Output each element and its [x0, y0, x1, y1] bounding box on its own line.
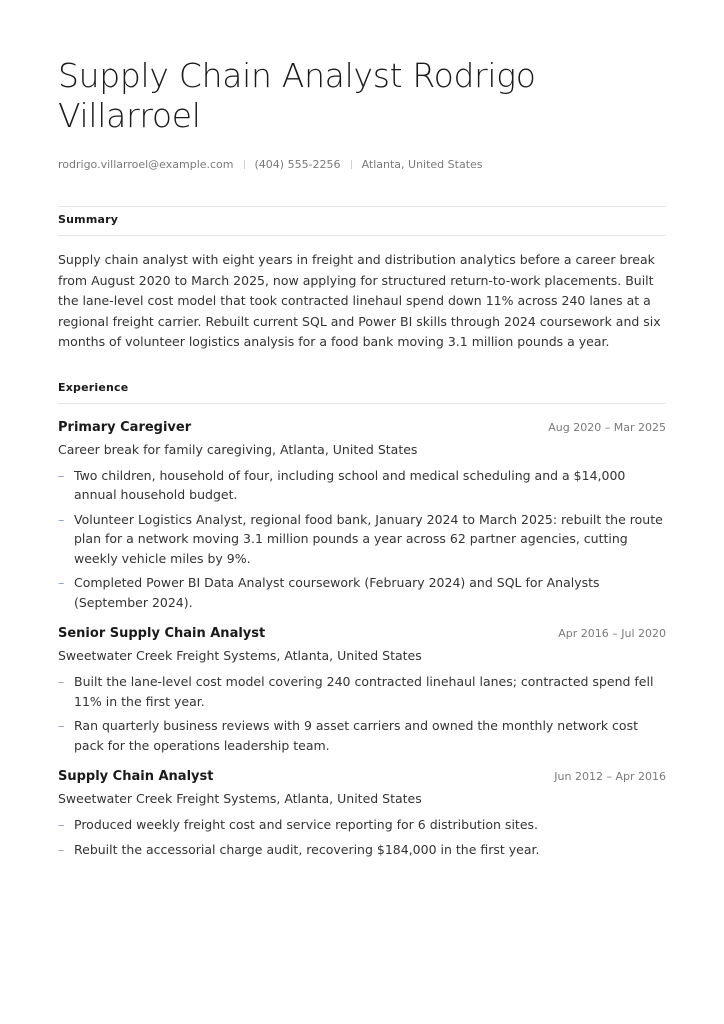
summary-text: Supply chain analyst with eight years in freight and distribution analytics before a career break from August 2020 to March 2025, now applying for structured return-to-work placements. Built the lane-level cost model that took contracted linehaul spend down 11% across 240 lanes at a regional freight carrier. Rebuilt current SQL and Power BI skills through 2024 coursework and six months of volunteer logistics analysis for a food bank moving 3.1 million pounds a year.	[58, 252, 661, 349]
job-organization: Career break for family caregiving, Atlanta, United States	[58, 441, 418, 457]
job-bullets	[58, 466, 666, 613]
job-bullet	[58, 672, 666, 711]
contact-separator	[351, 160, 352, 169]
bullet-text: Ran quarterly business reviews with 9 asset carriers and owned the monthly network cost pack for the operations leadership team.	[74, 718, 638, 753]
contact-line	[58, 156, 666, 172]
job-title: Senior Supply Chain Analyst	[58, 626, 266, 641]
job-title: Primary Caregiver	[58, 419, 192, 435]
job-header	[58, 420, 666, 439]
experience-divider	[58, 403, 666, 404]
bullet-dash: –	[58, 817, 65, 832]
bullet-dash: –	[58, 841, 65, 857]
job-entry	[58, 769, 666, 859]
bullet-text: Volunteer Logistics Analyst, regional food bank, January 2024 to March 2025: rebuilt the route plan for a network moving 3.1 million pounds a year across 62 partner agencies, cutting weekly vehicle miles by 9%.	[74, 511, 663, 566]
job-header	[58, 626, 666, 645]
header-divider	[58, 206, 666, 207]
job-title: Supply Chain Analyst	[58, 769, 214, 784]
contact-separator	[244, 160, 245, 169]
job-bullet	[58, 466, 666, 505]
job-organization: Sweetwater Creek Freight Systems, Atlanta, United States	[58, 648, 422, 663]
job-bullet	[58, 510, 666, 569]
summary-heading: Summary	[58, 213, 119, 226]
job-entry	[58, 420, 666, 613]
bullet-text: Produced weekly freight cost and service reporting for 6 distribution sites.	[74, 817, 538, 832]
bullet-dash: –	[58, 511, 65, 527]
contact-email[interactable]: rodrigo.villarroel@example.com	[58, 157, 234, 171]
job-header	[58, 769, 666, 788]
bullet-dash: –	[58, 674, 65, 689]
job-dates: Aug 2020 – Mar 2025	[548, 420, 666, 434]
experience-heading: Experience	[58, 380, 129, 394]
bullet-dash: –	[58, 718, 65, 733]
job-bullets	[58, 672, 666, 755]
bullet-dash: –	[58, 575, 65, 590]
job-bullet	[58, 815, 666, 835]
summary-divider	[58, 235, 666, 236]
contact-location: Atlanta, United States	[361, 157, 483, 171]
contact-phone[interactable]: (404) 555-2256	[254, 157, 341, 171]
bullet-text: Rebuilt the accessorial charge audit, recovering $184,000 in the first year.	[74, 841, 540, 857]
job-organization: Sweetwater Creek Freight Systems, Atlanta, United States	[58, 791, 422, 806]
bullet-text: Completed Power BI Data Analyst coursework (February 2024) and SQL for Analysts (September 2024).	[74, 575, 600, 610]
job-bullets	[58, 815, 666, 859]
bullet-text: Two children, household of four, including school and medical scheduling and a $14,000 annual household budget.	[74, 467, 626, 502]
bullet-dash: –	[58, 467, 65, 483]
experience-section	[58, 381, 666, 860]
candidate-name: Supply Chain Analyst Rodrigo Villarroel	[58, 56, 536, 135]
job-bullet	[58, 716, 666, 755]
job-bullet	[58, 840, 666, 860]
summary-section	[58, 213, 666, 353]
job-dates: Apr 2016 – Jul 2020	[558, 627, 666, 640]
bullet-text: Built the lane-level cost model covering 240 contracted linehaul lanes; contracted spend fell 11% in the first year.	[74, 674, 654, 709]
job-bullet	[58, 573, 666, 612]
job-dates: Jun 2012 – Apr 2016	[554, 770, 666, 783]
job-entry	[58, 626, 666, 755]
